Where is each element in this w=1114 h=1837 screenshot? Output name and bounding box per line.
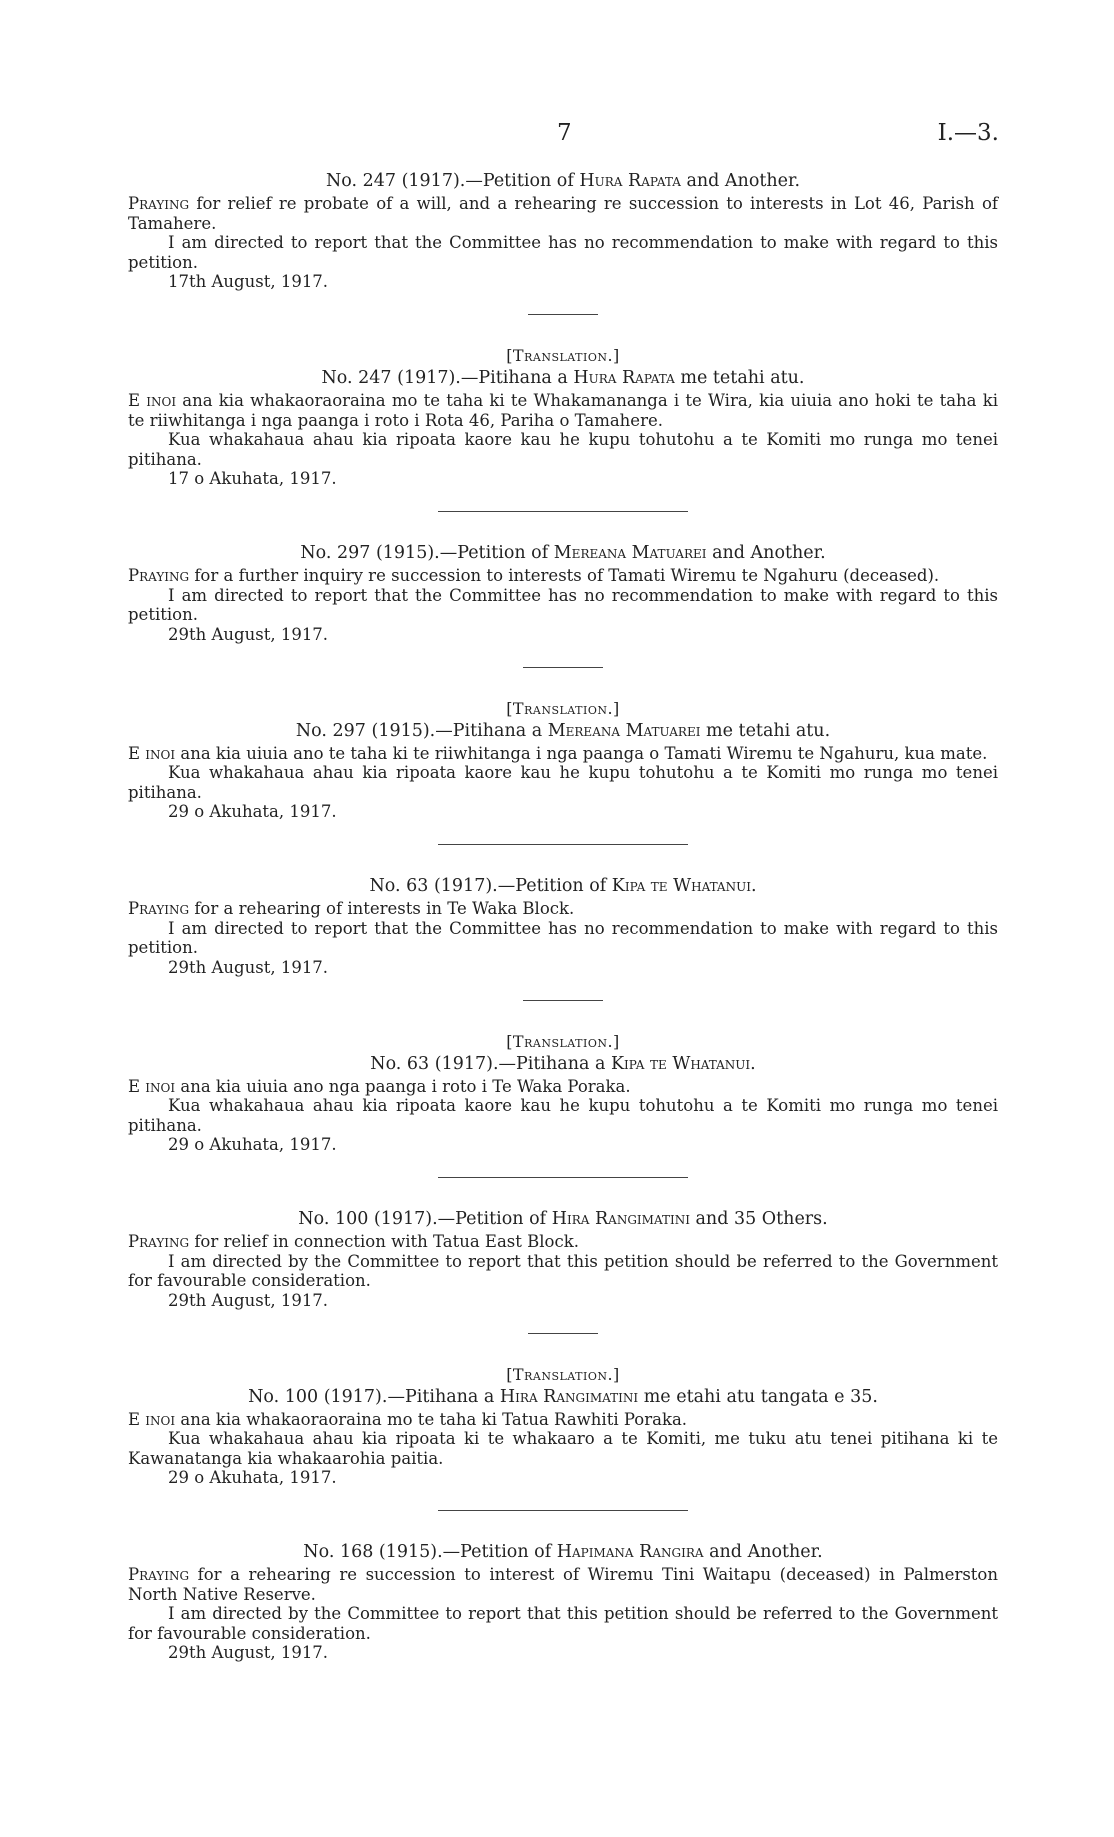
petition-prayer: Praying for a rehearing re succession to interest of Wiremu Tini Waitapu (deceased) in Palmerston North Native Reserve. xyxy=(128,1565,998,1604)
petition-date: 17 o Akuhata, 1917. xyxy=(168,469,337,488)
petition-prayer: E inoi ana kia whakaoraoraina mo te taha ki Tatua Rawhiti Poraka. xyxy=(128,1409,688,1429)
petition-prayer: E inoi ana kia whakaoraoraina mo te taha ki te Whakamananga i te Wira, kia uiuia ano hoki te taha ki te riiwhitanga i nga paanga i roto i Rota 46, Pariha o Tamahere. xyxy=(128,391,998,430)
petition-title: No. 247 (1917).—Petition of Hura Rapata and Another. xyxy=(325,171,801,191)
petition-title: No. 100 (1917).—Petition of Hira Rangimatini and 35 Others. xyxy=(298,1209,828,1229)
petition-title: No. 297 (1915).—Pitihana a Mereana Matuarei me tetahi atu. xyxy=(295,720,831,741)
committee-report: Kua whakahaua ahau kia ripoata ki te whakaaro a te Komiti, me tuku atu tenei pitihana ki te Kawanatanga kia whakaarohia paitia. xyxy=(128,1429,998,1468)
petition-section xyxy=(128,170,998,292)
translation-label: [Translation.] xyxy=(506,1031,620,1051)
section-divider xyxy=(528,1333,598,1334)
translation-section xyxy=(128,698,998,823)
petition-title: No. 168 (1915).—Petition of Hapimana Rangira and Another. xyxy=(303,1542,823,1562)
petition-prayer: Praying for a rehearing of interests in Te Waka Block. xyxy=(128,899,575,918)
petitioner-name: Kipa te Whatanui xyxy=(611,876,751,896)
petition-date: 29th August, 1917. xyxy=(168,624,329,644)
petition-section xyxy=(128,1541,998,1663)
petitioner-name: Hira Rangimatini xyxy=(551,1209,690,1229)
petition-title: No. 63 (1917).—Pitihana a Kipa te Whatanui. xyxy=(370,1053,756,1074)
committee-report: Kua whakahaua ahau kia ripoata kaore kau he kupu tohutohu a te Komiti mo runga mo tenei pitihana. xyxy=(128,430,998,469)
petition-date: 17th August, 1917. xyxy=(168,272,329,291)
committee-report: Kua whakahaua ahau kia ripoata kaore kau he kupu tohutohu a te Komiti mo runga mo tenei pitihana. xyxy=(128,763,998,802)
petition-date: 29th August, 1917. xyxy=(168,1290,329,1310)
petition-list xyxy=(128,170,998,1663)
petition-title: No. 63 (1917).—Petition of Kipa te Whatanui. xyxy=(369,876,757,896)
committee-report: I am directed by the Committee to report that this petition should be referred to the Government for favourable consideration. xyxy=(128,1604,998,1643)
petition-prayer: Praying for relief re probate of a will, and a rehearing re succession to interests in Lot 46, Parish of Tamahere. xyxy=(128,194,998,233)
petition-date: 29 o Akuhata, 1917. xyxy=(168,802,337,821)
petition-section xyxy=(128,542,998,645)
translation-label: [Translation.] xyxy=(506,1364,620,1384)
petition-date: 29th August, 1917. xyxy=(168,957,329,977)
petition-prayer: Praying for a further inquiry re succession to interests of Tamati Wiremu te Ngahuru (deceased). xyxy=(128,566,940,585)
petitioner-name: Hura Rapata xyxy=(573,368,675,388)
petition-date: 29 o Akuhata, 1917. xyxy=(168,1468,337,1487)
petition-prayer: E inoi ana kia uiuia ano te taha ki te riiwhitanga i nga paanga o Tamati Wiremu te Ngahuru, kua mate. xyxy=(128,743,988,763)
translation-label: [Translation.] xyxy=(506,346,620,365)
petition-date: 29 o Akuhata, 1917. xyxy=(168,1135,337,1154)
petition-prayer: E inoi ana kia uiuia ano nga paanga i roto i Te Waka Poraka. xyxy=(128,1076,631,1096)
petitioner-name: Mereana Matuarei xyxy=(547,720,701,741)
section-divider xyxy=(438,1177,688,1178)
section-divider xyxy=(523,667,603,668)
section-divider xyxy=(438,844,688,845)
petition-title: No. 100 (1917).—Pitihana a Hira Rangimatini me etahi atu tangata e 35. xyxy=(248,1386,878,1407)
translation-label: [Translation.] xyxy=(506,698,620,718)
petition-title: No. 297 (1915).—Petition of Mereana Matuarei and Another. xyxy=(300,543,826,563)
petition-section xyxy=(128,875,998,978)
section-divider xyxy=(528,314,598,315)
petitioner-name: Kipa te Whatanui xyxy=(610,1053,751,1074)
section-divider xyxy=(523,1000,603,1001)
petitioner-name: Hura Rapata xyxy=(579,171,681,191)
page-header xyxy=(0,120,1114,150)
committee-report: I am directed to report that the Committee has no recommendation to make with regard to this petition. xyxy=(128,585,998,624)
petition-date: 29th August, 1917. xyxy=(168,1643,329,1662)
petition-prayer: Praying for relief in connection with Tatua East Block. xyxy=(128,1232,579,1251)
committee-report: Kua whakahaua ahau kia ripoata kaore kau he kupu tohutohu a te Komiti mo runga mo tenei pitihana. xyxy=(128,1096,998,1135)
committee-report: I am directed by the Committee to report that this petition should be referred to the Government for favourable consideration. xyxy=(128,1251,998,1290)
section-divider xyxy=(438,1510,688,1511)
section-divider xyxy=(438,511,688,512)
petitioner-name: Hira Rangimatini xyxy=(499,1386,639,1407)
petition-section xyxy=(128,1208,998,1311)
committee-report: I am directed to report that the Committee has no recommendation to make with regard to this petition. xyxy=(128,233,998,272)
petitioner-name: Hapimana Rangira xyxy=(556,1542,704,1562)
translation-section xyxy=(128,1364,998,1489)
translation-section xyxy=(128,345,998,489)
page-number: 7 xyxy=(557,120,572,146)
petition-title: No. 247 (1917).—Pitihana a Hura Rapata me tetahi atu. xyxy=(321,368,805,388)
petitioner-name: Mereana Matuarei xyxy=(553,543,707,563)
translation-section xyxy=(128,1031,998,1156)
committee-report: I am directed to report that the Committee has no recommendation to make with regard to this petition. xyxy=(128,918,998,957)
document-reference: I.—3. xyxy=(937,120,999,146)
